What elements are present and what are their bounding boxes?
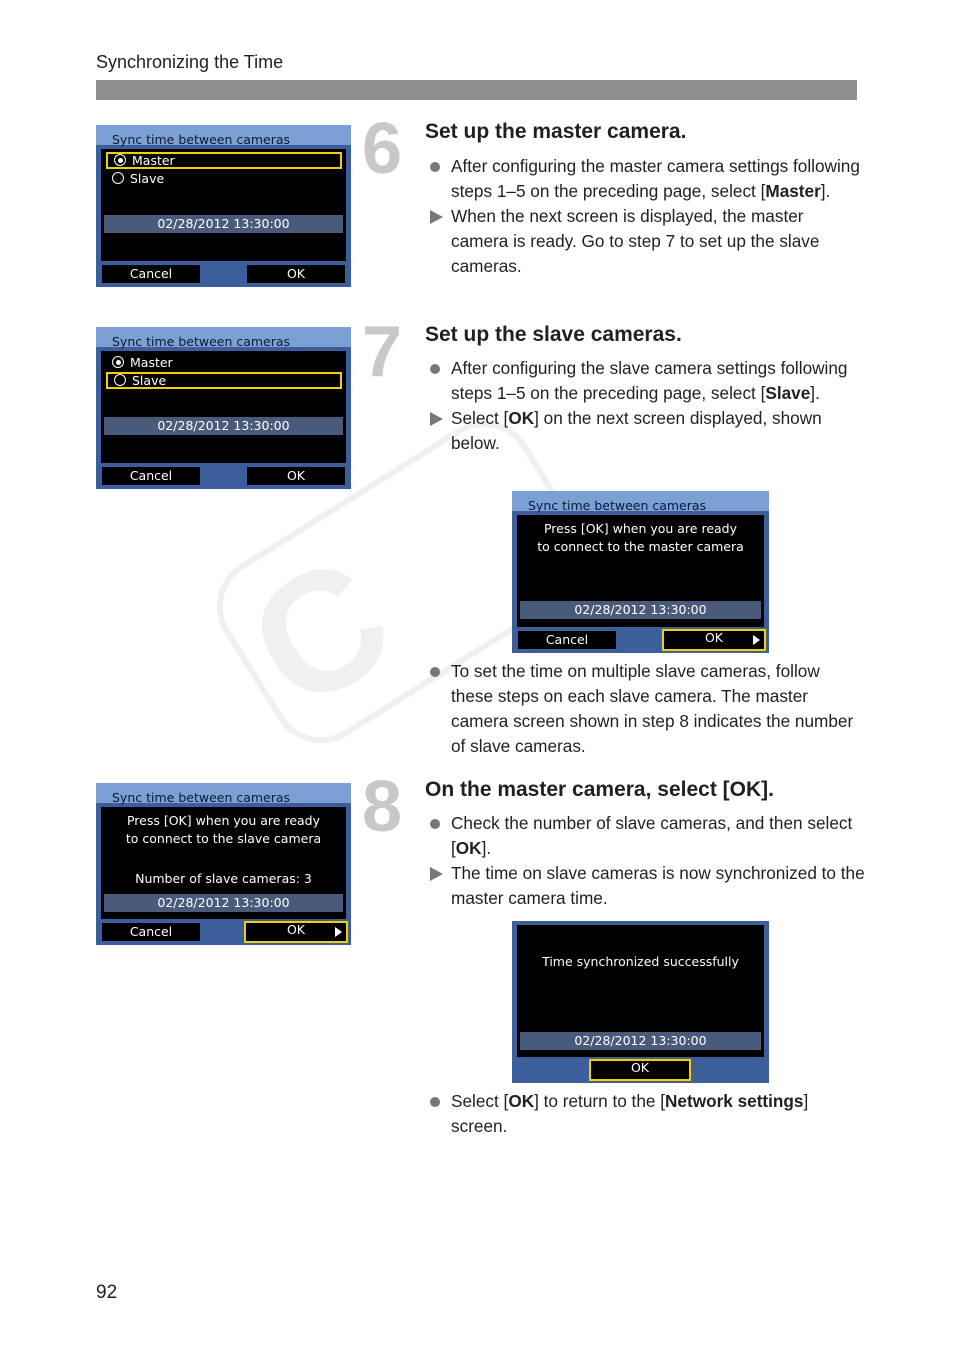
lcd-connect-master — [512, 491, 769, 653]
copy-watermark: C — [198, 402, 607, 762]
arrow-icon — [428, 204, 442, 229]
lcd-footer — [96, 919, 351, 945]
step-items — [425, 811, 865, 911]
lcd-sync-success — [512, 921, 769, 1083]
page-number: 92 — [96, 1282, 118, 1303]
list-item: Check the number of slave cameras, and then select [OK]. — [425, 811, 865, 861]
step-items — [425, 1089, 865, 1139]
option-slave-label: Slave — [132, 373, 167, 388]
step-items — [425, 154, 865, 279]
list-item: To set the time on multiple slave cameras, follow these steps on each slave camera. The master camera screen shown in step 8 indicates the number of slave cameras. — [425, 659, 865, 759]
ok-button[interactable]: OK — [662, 629, 766, 651]
option-slave[interactable] — [106, 170, 342, 187]
lcd-footer — [512, 1057, 769, 1083]
lcd-master-select — [96, 125, 351, 287]
lcd-body — [101, 149, 346, 261]
radio-empty-icon — [112, 172, 124, 184]
ok-button[interactable]: OK — [589, 1059, 691, 1081]
ok-button[interactable]: OK — [247, 265, 345, 283]
list-item: After configuring the slave camera settings following steps 1–5 on the preceding page, select [Slave]. — [425, 356, 865, 406]
lcd-date: 02/28/2012 13:30:00 — [104, 215, 343, 233]
running-header: Synchronizing the Time — [96, 52, 284, 72]
list-item: The time on slave cameras is now synchronized to the master camera time. — [425, 861, 865, 911]
bullet-icon — [428, 811, 442, 836]
step-title: Set up the slave cameras. — [425, 323, 682, 346]
option-master-label: Master — [132, 153, 175, 168]
lcd-body — [101, 351, 346, 463]
lcd-title: Sync time between cameras — [112, 132, 291, 147]
lcd-date: 02/28/2012 13:30:00 — [104, 894, 343, 912]
option-master[interactable] — [106, 152, 342, 169]
ok-button[interactable]: OK — [244, 921, 348, 943]
cancel-button[interactable]: Cancel — [102, 467, 200, 485]
cancel-button[interactable]: Cancel — [518, 631, 616, 649]
lcd-title: Sync time between cameras — [112, 790, 291, 805]
lcd-title: Sync time between cameras — [112, 334, 291, 349]
lcd-body — [517, 515, 764, 627]
header-bar — [96, 80, 857, 100]
radio-selected-icon — [114, 154, 126, 166]
lcd-header — [96, 783, 351, 803]
lcd-message-line: Press [OK] when you are ready — [126, 813, 321, 828]
lcd-message-line: Time synchronized successfully — [542, 954, 739, 969]
option-master-label: Master — [130, 355, 173, 370]
arrow-icon — [428, 406, 442, 431]
cancel-button[interactable]: Cancel — [102, 923, 200, 941]
cancel-button[interactable]: Cancel — [102, 265, 200, 283]
list-item: After configuring the master camera settings following steps 1–5 on the preceding page, select [Master]. — [425, 154, 865, 204]
lcd-date: 02/28/2012 13:30:00 — [104, 417, 343, 435]
lcd-connect-slave — [96, 783, 351, 945]
lcd-body — [517, 925, 764, 1057]
bullet-icon — [428, 356, 442, 381]
radio-empty-icon — [114, 374, 126, 386]
lcd-message-line: to connect to the master camera — [537, 539, 744, 554]
list-item: Select [OK] on the next screen displayed, shown below. — [425, 406, 865, 456]
lcd-header — [96, 125, 351, 145]
lcd-body — [101, 807, 346, 919]
arrow-icon — [428, 861, 442, 886]
lcd-header — [512, 491, 769, 511]
lcd-slave-select — [96, 327, 351, 489]
list-item: When the next screen is displayed, the master camera is ready. Go to step 7 to set up the slave cameras. — [425, 204, 865, 279]
option-slave[interactable] — [106, 372, 342, 389]
lcd-footer — [96, 261, 351, 287]
option-master[interactable] — [106, 354, 342, 371]
arrow-right-icon — [335, 927, 342, 937]
lcd-message-line: Press [OK] when you are ready — [543, 521, 738, 536]
bullet-icon — [428, 1089, 442, 1114]
step-number: 8 — [362, 767, 401, 847]
slave-count: Number of slave cameras: 3 — [135, 871, 312, 886]
step-number: 6 — [362, 109, 401, 189]
bullet-icon — [428, 154, 442, 179]
arrow-right-icon — [753, 635, 760, 645]
option-slave-label: Slave — [130, 171, 165, 186]
radio-selected-icon — [112, 356, 124, 368]
lcd-header — [96, 327, 351, 347]
step-number: 7 — [362, 312, 401, 392]
step-items — [425, 356, 865, 456]
bullet-icon — [428, 659, 442, 684]
lcd-footer — [512, 627, 769, 653]
lcd-title: Sync time between cameras — [528, 498, 707, 513]
list-item: Select [OK] to return to the [Network settings] screen. — [425, 1089, 865, 1139]
lcd-footer — [96, 463, 351, 489]
lcd-date: 02/28/2012 13:30:00 — [520, 601, 761, 619]
step-title: On the master camera, select [OK]. — [425, 778, 774, 801]
step-title: Set up the master camera. — [425, 120, 687, 143]
ok-button[interactable]: OK — [247, 467, 345, 485]
lcd-message-line: to connect to the slave camera — [125, 831, 322, 846]
step-items — [425, 659, 865, 759]
lcd-date: 02/28/2012 13:30:00 — [520, 1032, 761, 1050]
